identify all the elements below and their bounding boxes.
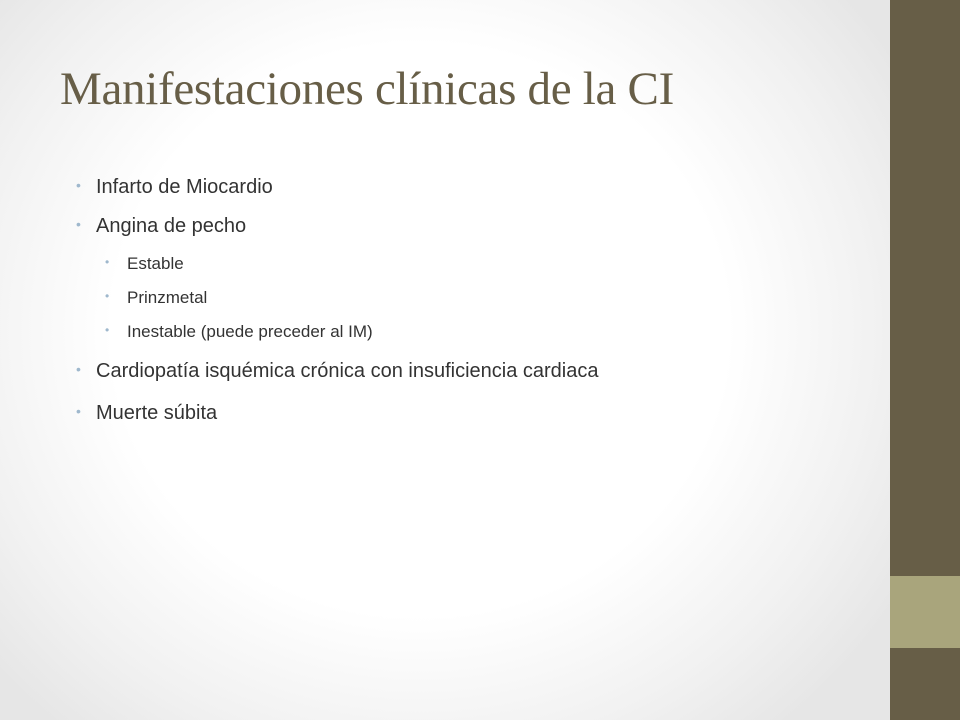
sub-bullet-item-prinzmetal	[105, 288, 208, 308]
bullet-text: Angina de pecho	[96, 215, 247, 237]
sub-bullet-icon: •	[105, 323, 110, 337]
bullet-icon: •	[76, 361, 81, 377]
sub-bullet-item-inestable	[105, 322, 373, 342]
bullet-text: Cardiopatía isquémica crónica con insuficiencia cardiaca	[96, 360, 599, 382]
bullet-item-cardiopatia	[76, 360, 599, 383]
sub-bullet-icon: •	[105, 255, 110, 269]
sub-bullet-text: Inestable (puede preceder al IM)	[127, 322, 373, 341]
bullet-item-angina	[76, 215, 247, 238]
bullet-text: Infarto de Miocardio	[96, 176, 273, 198]
slide-title: Manifestaciones clínicas de la CI	[60, 63, 674, 115]
side-accent-block	[890, 576, 960, 648]
sub-bullet-text: Prinzmetal	[127, 288, 208, 307]
bullet-item-muerte-subita	[76, 402, 218, 425]
bullet-icon: •	[76, 177, 81, 193]
sub-bullet-text: Estable	[127, 254, 184, 273]
bullet-icon: •	[76, 216, 81, 232]
bullet-item-infarto	[76, 176, 273, 199]
bullet-icon: •	[76, 403, 81, 419]
sub-bullet-item-estable	[105, 254, 184, 274]
sub-bullet-icon: •	[105, 289, 110, 303]
bullet-text: Muerte súbita	[96, 402, 218, 424]
